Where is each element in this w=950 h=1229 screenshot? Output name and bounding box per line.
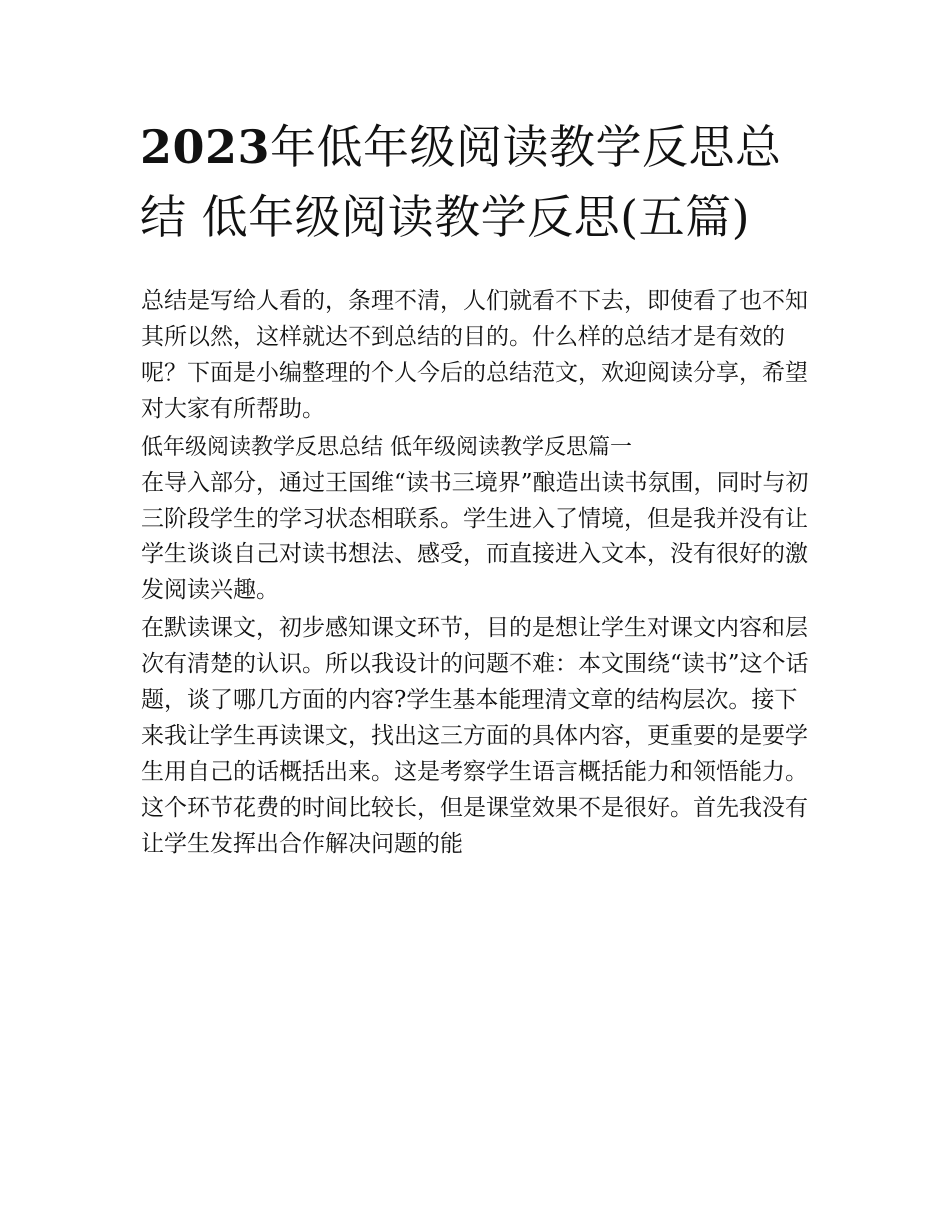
document-body [141,284,813,863]
intro-paragraph: 总结是写给人看的，条理不清，人们就看不下去，即使看了也不知其所以然，这样就达不到总结的目的。什么样的总结才是有效的呢？下面是小编整理的个人今后的总结范文，欢迎阅读分享，希望对大家有所帮助。 [141,288,808,422]
body-paragraph-2: 在默读课文，初步感知课文环节，目的是想让学生对课文内容和层次有清楚的认识。所以我设计的问题不难：本文围绕“读书”这个话题，谈了哪几方面的内容?学生基本能理清文章的结构层次。接下来我让学生再读课文，找出这三方面的具体内容，更重要的是要学生用自己的话概括出来。这是考察学生语言概括能力和领悟能力。这个环节花费的时间比较长，但是课堂效果不是很好。首先我没有让学生发挥出合作解决问题的能 [141,615,809,857]
section-heading: 低年级阅读教学反思总结 低年级阅读教学反思篇一 [141,434,632,460]
title-year: 2023 [140,120,271,174]
title-text: 年低年级阅读教学反思总结 低年级阅读教学反思(五篇) [140,120,782,244]
body-paragraph-1: 在导入部分，通过王国维“读书三境界”酿造出读书氛围，同时与初三阶段学生的学习状态相联系。学生进入了情境，但是我并没有让学生谈谈自己对读书想法、感受，而直接进入文本，没有很好的激发阅读兴趣。 [141,469,809,604]
document-title [140,112,820,252]
